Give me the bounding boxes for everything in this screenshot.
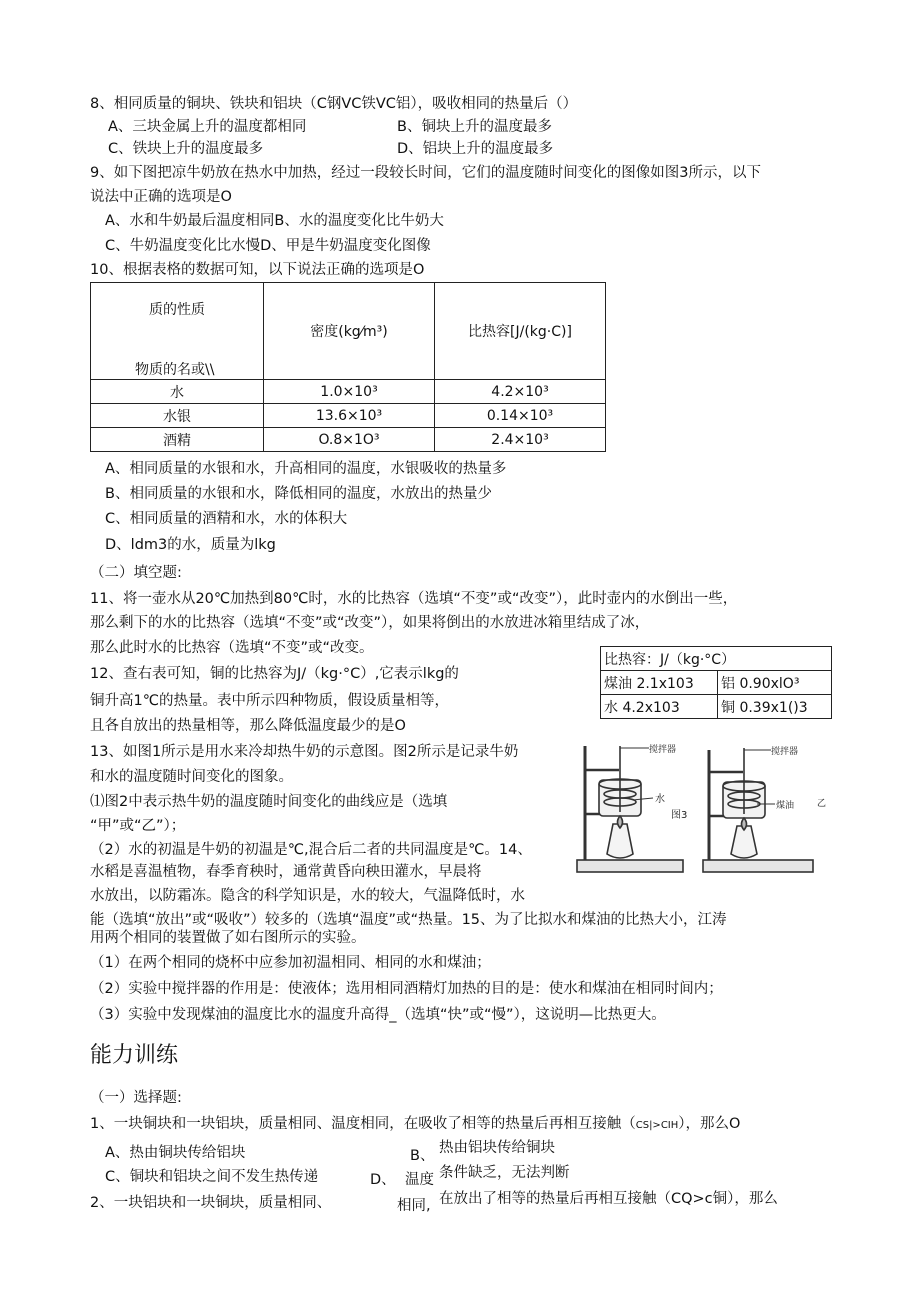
cell-kerosene: 煤油 2.1x103 bbox=[601, 671, 718, 695]
apparatus-left bbox=[577, 746, 683, 872]
table-header-row bbox=[91, 283, 606, 380]
cell-copper: 铜 0.39x1()3 bbox=[718, 695, 832, 719]
q8-option-a: A、三块金属上升的温度都相同 bbox=[108, 119, 307, 135]
cell-name: 水 bbox=[91, 380, 264, 404]
q11-line1: 11、将一壶水从20℃加热到80℃时，水的比热容（选填“不变”或“改变”），此时壶内的水倒出一些， bbox=[90, 591, 738, 607]
q8-option-b: B、铜块上升的温度最多 bbox=[397, 119, 552, 135]
apparatus-right bbox=[703, 748, 813, 872]
q9-options-ab: A、水和牛奶最后温度相同B、水的温度变化比牛奶大 bbox=[105, 213, 444, 229]
specific-heat-table bbox=[600, 646, 832, 719]
p1-option-b-label: B、 bbox=[410, 1148, 435, 1164]
cell-name: 水银 bbox=[91, 404, 264, 428]
header-substance: 物质的名或\\ bbox=[135, 362, 215, 378]
header-property: 质的性质 bbox=[149, 302, 205, 318]
q15-line2: 用两个相同的装置做了如右图所示的实验。 bbox=[90, 930, 366, 946]
table-row bbox=[91, 428, 606, 452]
q13-line1: 13、如图1所示是用水来冷却热牛奶的示意图。图2所示是记录牛奶 bbox=[90, 744, 519, 760]
q9-options-cd: C、牛奶温度变化比水慢D、甲是牛奶温度变化图像 bbox=[105, 238, 431, 254]
q10-option-a: A、相同质量的水银和水，升高相同的温度，水银吸收的热量多 bbox=[105, 461, 507, 477]
table-row bbox=[601, 695, 832, 719]
p1-option-a: A、热由铜块传给铝块 bbox=[105, 1145, 246, 1161]
q10-stem: 10、根据表格的数据可知，以下说法正确的选项是O bbox=[90, 262, 425, 278]
q15-line5: （3）实验中发现煤油的温度比水的温度升高得_（选填“快”或“慢”），这说明—比热更大。 bbox=[90, 1007, 666, 1023]
section-choice: （一）选择题: bbox=[90, 1090, 182, 1106]
table-row bbox=[601, 671, 832, 695]
density-heat-table bbox=[90, 282, 606, 452]
q13-line5: （2）水的初温是牛奶的初温是℃,混合后二者的共同温度是℃。14、 bbox=[90, 842, 532, 858]
table-row bbox=[601, 647, 832, 671]
p2-stem-mid: 相同, bbox=[397, 1198, 431, 1214]
q15-line3: （1）在两个相同的烧杯中应参加初温相同、相同的水和煤油； bbox=[90, 955, 491, 971]
q13-line3: ⑴图2中表示热牛奶的温度随时间变化的曲线应是（选填 bbox=[90, 794, 448, 810]
experiment-figure bbox=[563, 736, 843, 886]
q12-line1: 12、查右表可知，铜的比热容为J/（kg·°C）,它表示lkg的 bbox=[90, 666, 459, 682]
q8-stem: 8、相同质量的铜块、铁块和铝块（C钢VC铁VC铝），吸收相同的热量后（） bbox=[90, 96, 578, 112]
p1-option-d-label: D、 bbox=[370, 1172, 396, 1188]
q12-line2: 铜升高1℃的热量。表中所示四种物质，假设质量相等， bbox=[90, 693, 450, 709]
q11-line2: 那么剩下的水的比热容（选填“不变”或“改变”），如果将倒出的水放进冰箱里结成了冰， bbox=[90, 615, 650, 631]
figure-3-label: 图3 bbox=[671, 810, 688, 821]
q10-option-b: B、相同质量的水银和水，降低相同的温度，水放出的热量少 bbox=[105, 486, 492, 502]
stirrer-label-left: 搅拌器 bbox=[649, 745, 677, 755]
q15-line4: （2）实验中搅拌器的作用是：使液体；选用相同酒精灯加热的目的是：使水和煤油在相同时间内； bbox=[90, 981, 723, 997]
section-heading: 能力训练 bbox=[90, 1043, 179, 1068]
cell-name: 酒精 bbox=[91, 428, 264, 452]
cell-density: O.8×1O³ bbox=[264, 428, 435, 452]
table-row bbox=[91, 404, 606, 428]
cell-heat: 4.2×10³ bbox=[435, 380, 606, 404]
p2-stem-end: 在放出了相等的热量后再相互接触（CQ>c铜），那么 bbox=[439, 1191, 778, 1207]
cell-water: 水 4.2x103 bbox=[601, 695, 718, 719]
q9-stem: 9、如下图把凉牛奶放在热水中加热，经过一段较长时间，它们的温度随时间变化的图像如图3所示，以下 bbox=[90, 165, 761, 181]
kerosene-label: 煤油 bbox=[776, 801, 795, 811]
p1-stem bbox=[90, 1114, 740, 1136]
q12-line3: 且各自放出的热量相等，那么降低温度最少的是O bbox=[90, 718, 406, 734]
figure-mark: 乙 bbox=[817, 799, 827, 809]
section-fill-blank: （二）填空题: bbox=[90, 565, 182, 581]
q8-option-d: D、铝块上升的温度最多 bbox=[397, 141, 554, 157]
table-row bbox=[91, 380, 606, 404]
stirrer-label-right: 搅拌器 bbox=[771, 747, 799, 757]
water-label: 水 bbox=[655, 794, 665, 805]
table2-title: 比热容：J/（kg·°C） bbox=[601, 647, 832, 671]
p1-option-d-text: 条件缺乏，无法判断 bbox=[439, 1165, 570, 1181]
cell-density: 1.0×10³ bbox=[264, 380, 435, 404]
q14-line1: 水稻是喜温植物，春季育秧时，通常黄昏向秧田灌水，早晨将 bbox=[90, 864, 482, 880]
p1-option-b-text: 热由铝块传给铜块 bbox=[439, 1140, 555, 1156]
q15-line1: 能（选填“放出”或“吸收”）较多的（选填“温度”或“热量。15、为了比拟水和煤油的比热大小，江涛 bbox=[90, 912, 727, 928]
cell-aluminium: 铝 0.90xlO³ bbox=[718, 671, 832, 695]
cell-heat: 2.4×10³ bbox=[435, 428, 606, 452]
p1-stem-end: ），那么O bbox=[678, 1116, 741, 1132]
q8-option-c: C、铁块上升的温度最多 bbox=[108, 141, 264, 157]
p2-stem-start: 2、一块铝块和一块铜块，质量相同、 bbox=[90, 1195, 332, 1211]
p1-stem-subscript: CS|>CIH bbox=[635, 1120, 679, 1131]
q10-option-d: D、ldm3的水，质量为lkg bbox=[105, 537, 276, 553]
header-density: 密度(kg⁄m³) bbox=[264, 283, 435, 380]
q9-stem-cont: 说法中正确的选项是O bbox=[90, 189, 232, 205]
p1-option-c: C、铜块和铝块之间不发生热传递 bbox=[105, 1169, 319, 1185]
p1-temp-word: 温度 bbox=[405, 1172, 434, 1188]
cell-heat: 0.14×10³ bbox=[435, 404, 606, 428]
q13-line4: “甲”或“乙”）； bbox=[90, 818, 186, 834]
header-heat: 比热容[J/(kg·C)] bbox=[435, 283, 606, 380]
corner-header bbox=[91, 283, 264, 380]
q14-line2: 水放出，以防霜冻。隐含的科学知识是，水的较大，气温降低时，水 bbox=[90, 888, 525, 904]
q11-line3: 那么此时水的比热容（选填“不变”或“改变。 bbox=[90, 640, 374, 656]
q13-line2: 和水的温度随时间变化的图象。 bbox=[90, 769, 293, 785]
q10-option-c: C、相同质量的酒精和水，水的体积大 bbox=[105, 511, 348, 527]
cell-density: 13.6×10³ bbox=[264, 404, 435, 428]
p1-stem-text: 1、一块铜块和一块铝块，质量相同、温度相同，在吸收了相等的热量后再相互接触（ bbox=[90, 1116, 636, 1132]
